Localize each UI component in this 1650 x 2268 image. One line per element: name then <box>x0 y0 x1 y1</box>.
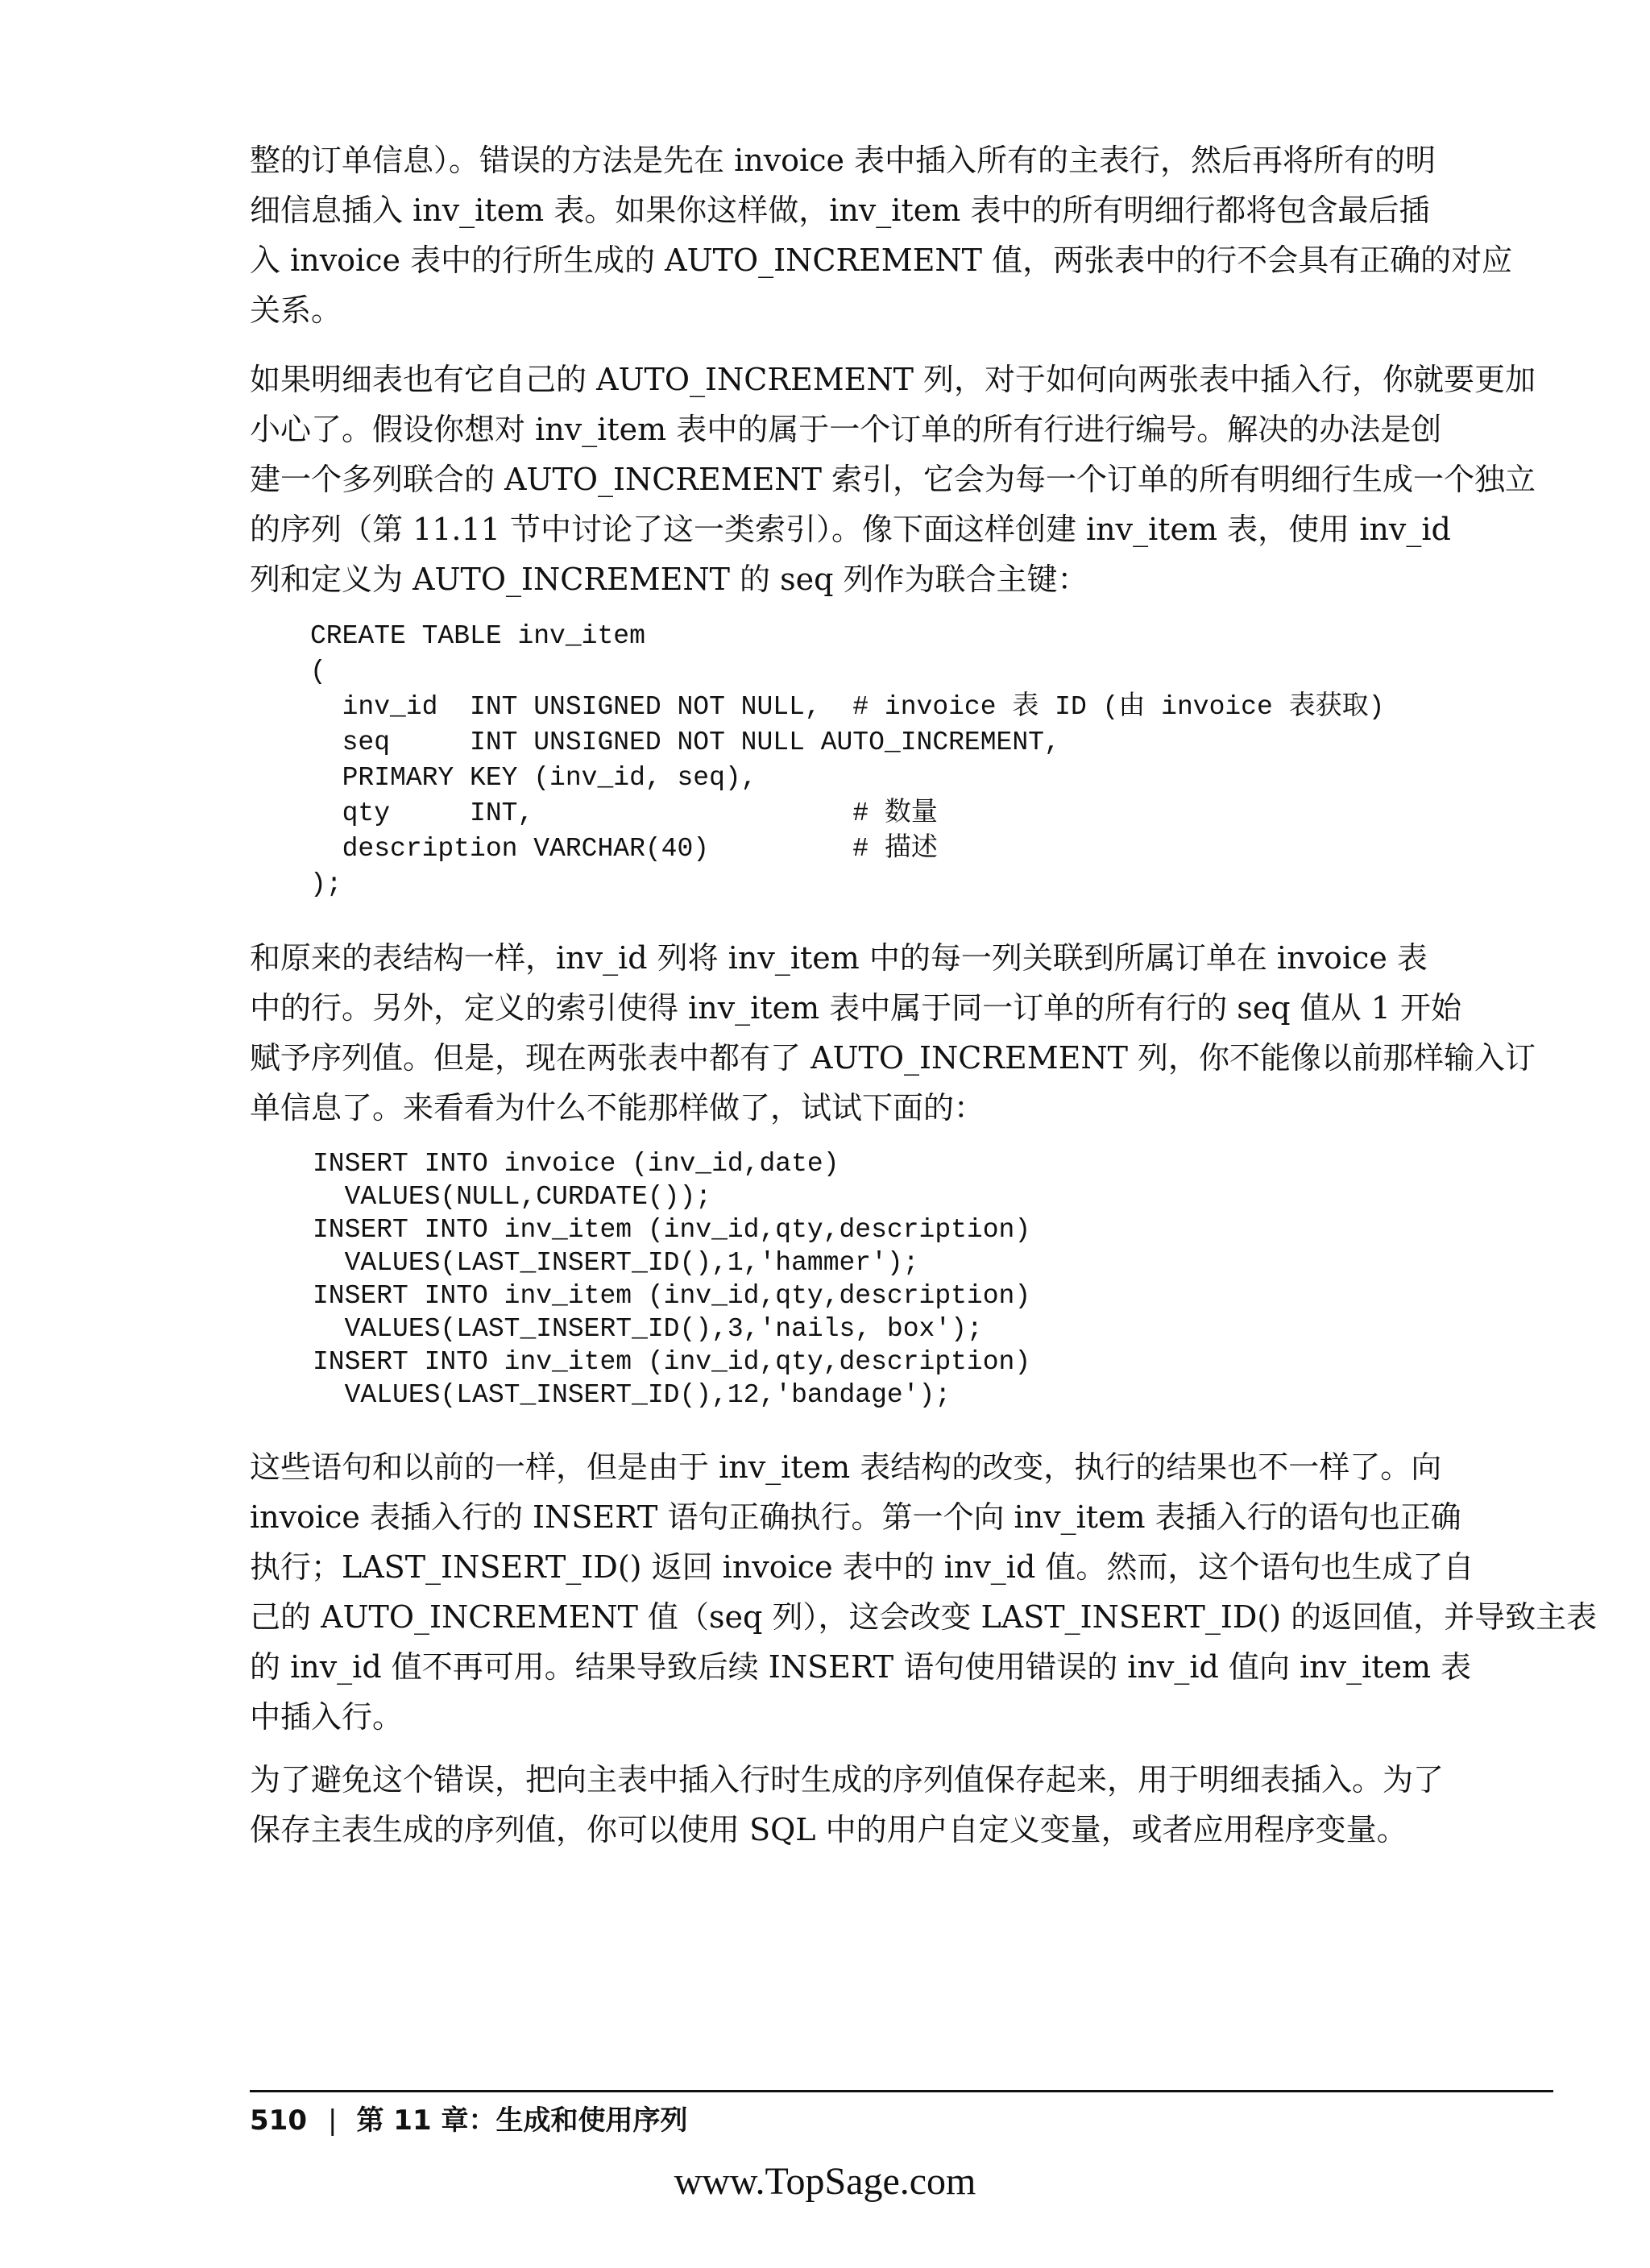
paragraph-line: 这些语句和以前的一样，但是由于 inv_item 表结构的改变，执行的结果也不一样了。向 <box>250 1449 1442 1485</box>
paragraph-1 <box>250 135 1523 335</box>
paragraph-line: 如果明细表也有它自己的 AUTO_INCREMENT 列，对于如何向两张表中插入行，你就要更加 <box>250 362 1536 397</box>
paragraph-line: 中插入行。 <box>250 1699 404 1735</box>
paragraph-line: 单信息了。来看看为什么不能那样做了，试试下面的： <box>250 1090 985 1126</box>
paragraph-line: 细信息插入 inv_item 表。如果你这样做，inv_item 表中的所有明细行都将包含最后插 <box>250 193 1430 228</box>
paragraph-line: 关系。 <box>250 292 342 328</box>
code-block-create-table: CREATE TABLE inv_item ( inv_id INT UNSIGNED NOT NULL, # invoice 表 ID (由 invoice 表获取) seq INT UNSIGNED NOT NULL AUTO_INCREMENT, PRIMARY KEY (inv_id, seq), qty INT, # 数量 description VARCHAR(40) # 描述 ); <box>310 621 1385 899</box>
paragraph-2 <box>250 355 1536 604</box>
page-footer <box>250 2104 687 2137</box>
code-block-inserts: INSERT INTO invoice (inv_id,date) VALUES(NULL,CURDATE()); INSERT INTO inv_item (inv_id,qty,description) VALUES(LAST_INSERT_ID(),1,'hammer'); INSERT INTO inv_item (inv_id,qty,description) VALUES(LAST_INSERT_ID(),3,'nails, box'); INSERT INTO inv_item (inv_id,qty,description) VALUES(LAST_INSERT_ID(),12,'bandage'); <box>313 1149 1031 1410</box>
footer-divider <box>250 2090 1553 2092</box>
paragraph-line: 和原来的表结构一样，inv_id 列将 inv_item 中的每一列关联到所属订单在 invoice 表 <box>250 940 1428 976</box>
paragraph-line: 建一个多列联合的 AUTO_INCREMENT 索引，它会为每一个订单的所有明细行生成一个独立 <box>250 462 1536 497</box>
paragraph-line: 列和定义为 AUTO_INCREMENT 的 seq 列作为联合主键： <box>250 562 1088 597</box>
page-number: 510 <box>250 2104 307 2137</box>
paragraph-4 <box>250 1442 1598 1742</box>
paragraph-line: 己的 AUTO_INCREMENT 值（seq 列），这会改变 LAST_INSERT_ID() 的返回值，并导致主表 <box>250 1599 1598 1635</box>
paragraph-line: 的 inv_id 值不再可用。结果导致后续 INSERT 语句使用错误的 inv_id 值向 inv_item 表 <box>250 1649 1472 1685</box>
paragraph-line: 小心了。假设你想对 inv_item 表中的属于一个订单的所有行进行编号。解决的办法是创 <box>250 412 1442 447</box>
paragraph-line: 中的行。另外，定义的索引使得 inv_item 表中属于同一订单的所有行的 seq 值从 1 开始 <box>250 990 1462 1026</box>
paragraph-line: 保存主表生成的序列值，你可以使用 SQL 中的用户自定义变量，或者应用程序变量。 <box>250 1812 1407 1847</box>
paragraph-line: 为了避免这个错误，把向主表中插入行时生成的序列值保存起来，用于明细表插入。为了 <box>250 1762 1445 1797</box>
paragraph-line: 整的订单信息）。错误的方法是先在 invoice 表中插入所有的主表行，然后再将所有的明 <box>250 143 1436 178</box>
footer-separator: | <box>327 2104 338 2137</box>
paragraph-line: 执行；LAST_INSERT_ID() 返回 invoice 表中的 inv_id 值。然而，这个语句也生成了自 <box>250 1549 1474 1585</box>
website-watermark: www.TopSage.com <box>674 2160 976 2203</box>
chapter-title: 第 11 章：生成和使用序列 <box>356 2104 688 2137</box>
paragraph-line: 的序列（第 11.11 节中讨论了这一类索引）。像下面这样创建 inv_item 表，使用 inv_id <box>250 512 1451 547</box>
paragraph-line: invoice 表插入行的 INSERT 语句正确执行。第一个向 inv_item 表插入行的语句也正确 <box>250 1499 1461 1535</box>
paragraph-line: 赋予序列值。但是，现在两张表中都有了 AUTO_INCREMENT 列，你不能像以前那样输入订 <box>250 1040 1536 1076</box>
paragraph-line: 入 invoice 表中的行所生成的 AUTO_INCREMENT 值，两张表中的行不会具有正确的对应 <box>250 243 1513 278</box>
paragraph-3 <box>250 933 1536 1133</box>
paragraph-5 <box>250 1755 1523 1855</box>
